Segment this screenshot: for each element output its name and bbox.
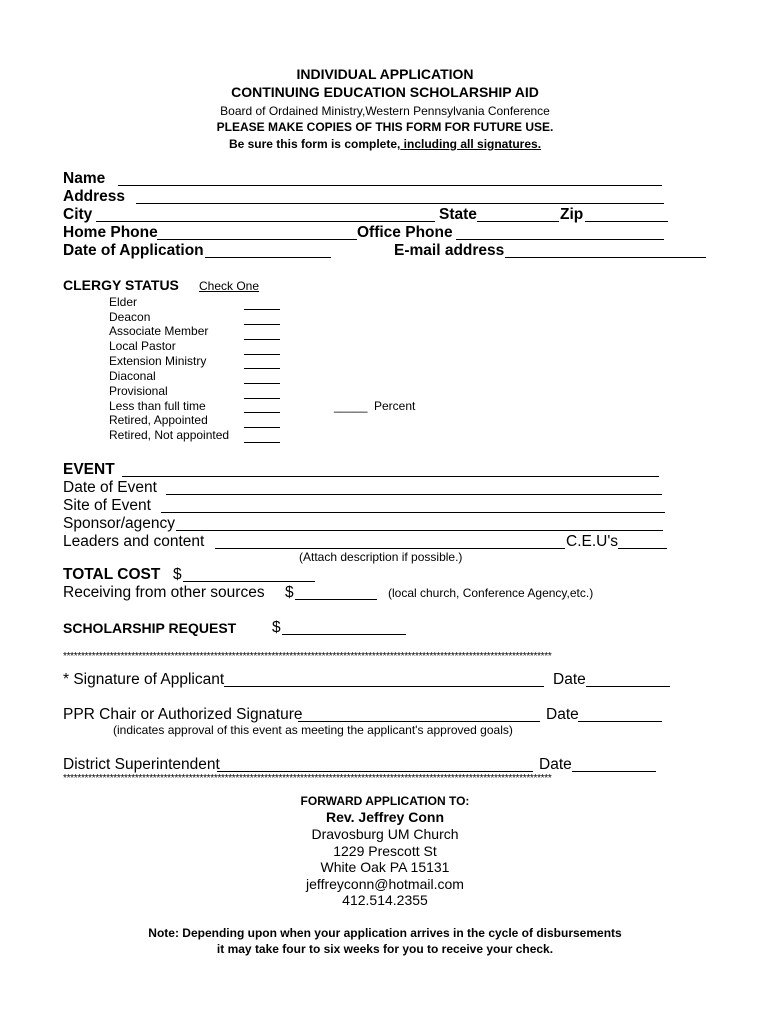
clergy-checkbox-extension-ministry[interactable] (244, 368, 280, 369)
clergy-option-label: Provisional (109, 384, 168, 398)
clergy-checkbox-retired-not-appointed[interactable] (244, 442, 280, 443)
scholarship-request-field[interactable] (282, 634, 406, 635)
clergy-checkbox-local-pastor[interactable] (244, 354, 280, 355)
ppr-signature-field[interactable] (298, 721, 540, 722)
asterisk-separator: **************************************************************************************************************************************** (63, 651, 552, 662)
copies-notice: PLEASE MAKE COPIES OF THIS FORM FOR FUTURE USE. (216, 120, 554, 134)
complete-notice-text: Be sure this form is complete, (228, 137, 401, 151)
date-of-application-field[interactable] (205, 257, 331, 258)
recipient-church: Dravosburg UM Church (311, 826, 459, 842)
email-field[interactable] (505, 257, 706, 258)
date-of-event-field[interactable] (166, 494, 662, 495)
receiving-dollar: $ (285, 584, 294, 601)
clergy-checkbox-associate-member[interactable] (244, 339, 280, 340)
recipient-phone: 412.514.2355 (342, 892, 428, 908)
ceus-field[interactable] (618, 548, 667, 549)
sponsor-agency-field[interactable] (176, 530, 663, 531)
clergy-option-label: Deacon (109, 310, 151, 324)
clergy-checkbox-elder[interactable] (244, 309, 280, 310)
date-of-application-label: Date of Application (63, 242, 204, 259)
clergy-checkbox-retired-appointed[interactable] (244, 427, 280, 428)
address-field[interactable] (136, 203, 664, 204)
percent-label: Percent (374, 399, 416, 413)
zip-field[interactable] (585, 221, 668, 222)
disbursement-note-line1: Note: Depending upon when your application arrives in the cycle of disbursements (148, 926, 622, 940)
recipient-city: White Oak PA 15131 (320, 859, 450, 875)
form-title: INDIVIDUAL APPLICATION (296, 66, 474, 82)
total-cost-dollar: $ (173, 566, 182, 583)
scholarship-request-dollar: $ (272, 619, 281, 636)
applicant-signature-label: * Signature of Applicant (63, 671, 225, 688)
clergy-option-label: Less than full time (109, 399, 206, 413)
total-cost-label: TOTAL COST (63, 566, 161, 583)
clergy-checkbox-deacon[interactable] (244, 324, 280, 325)
ceus-label: C.E.U's (566, 533, 619, 550)
office-phone-field[interactable] (456, 239, 664, 240)
clergy-option-label: Retired, Not appointed (109, 428, 230, 442)
clergy-option-label: Local Pastor (109, 339, 176, 353)
email-label: E-mail address (394, 242, 505, 259)
clergy-option-label: Diaconal (109, 369, 156, 383)
percent-blank[interactable]: _____ (334, 399, 368, 413)
district-superintendent-field[interactable] (217, 771, 533, 772)
clergy-option-label: Retired, Appointed (109, 413, 208, 427)
state-field[interactable] (477, 221, 559, 222)
sponsor-agency-label: Sponsor/agency (63, 515, 176, 532)
receiving-label: Receiving from other sources (63, 584, 265, 601)
office-phone-label: Office Phone (357, 224, 453, 241)
home-phone-field[interactable] (157, 239, 357, 240)
district-date-label: Date (539, 756, 572, 773)
event-field[interactable] (122, 476, 659, 477)
scholarship-request-label: SCHOLARSHIP REQUEST (63, 620, 237, 636)
applicant-signature-field[interactable] (224, 686, 544, 687)
clergy-checkbox-less-than-full-time[interactable] (244, 412, 280, 413)
recipient-street: 1229 Prescott St (333, 843, 437, 859)
name-label: Name (63, 170, 106, 187)
date-of-event-label: Date of Event (63, 479, 157, 496)
clergy-checkbox-diaconal[interactable] (244, 383, 280, 384)
total-cost-field[interactable] (183, 581, 315, 582)
event-label: EVENT (63, 461, 115, 478)
forward-label: FORWARD APPLICATION TO: (300, 794, 470, 808)
clergy-option-label: Extension Ministry (109, 354, 207, 368)
ppr-date-label: Date (546, 706, 579, 723)
ppr-signature-label: PPR Chair or Authorized Signature (63, 706, 303, 723)
receiving-field[interactable] (295, 599, 377, 600)
complete-notice-underlined: including all signatures. (400, 137, 542, 151)
zip-label: Zip (560, 206, 584, 223)
applicant-date-field[interactable] (586, 686, 670, 687)
city-field[interactable] (96, 221, 435, 222)
district-superintendent-label: District Superintendent (63, 756, 220, 773)
organization-line: Board of Ordained Ministry,Western Pennsylvania Conference (220, 104, 550, 118)
form-subtitle: CONTINUING EDUCATION SCHOLARSHIP AID (231, 84, 539, 100)
ppr-approval-note: (indicates approval of this event as meeting the applicant's approved goals) (113, 723, 513, 737)
check-one-label: Check One (199, 279, 260, 293)
asterisk-separator-bottom: **************************************************************************************************************************************** (63, 773, 552, 784)
clergy-status-heading: CLERGY STATUS (63, 277, 179, 293)
city-label: City (63, 206, 93, 223)
home-phone-label: Home Phone (63, 224, 158, 241)
district-date-field[interactable] (572, 771, 656, 772)
attach-description-note: (Attach description if possible.) (299, 550, 463, 564)
address-label: Address (63, 188, 126, 205)
leaders-content-label: Leaders and content (63, 533, 205, 550)
leaders-content-field[interactable] (215, 548, 565, 549)
site-of-event-label: Site of Event (63, 497, 151, 514)
state-label: State (439, 206, 477, 223)
recipient-name: Rev. Jeffrey Conn (326, 809, 444, 825)
applicant-date-label: Date (553, 671, 586, 688)
recipient-email: jeffreyconn@hotmail.com (306, 876, 464, 892)
clergy-checkbox-provisional[interactable] (244, 398, 280, 399)
receiving-note: (local church, Conference Agency,etc.) (388, 586, 594, 600)
clergy-option-label: Associate Member (109, 324, 209, 338)
name-field[interactable] (118, 185, 662, 186)
site-of-event-field[interactable] (161, 512, 665, 513)
clergy-option-label: Elder (109, 295, 138, 309)
ppr-date-field[interactable] (578, 721, 662, 722)
disbursement-note-line2: it may take four to six weeks for you to receive your check. (216, 942, 554, 956)
complete-notice (0, 137, 770, 151)
